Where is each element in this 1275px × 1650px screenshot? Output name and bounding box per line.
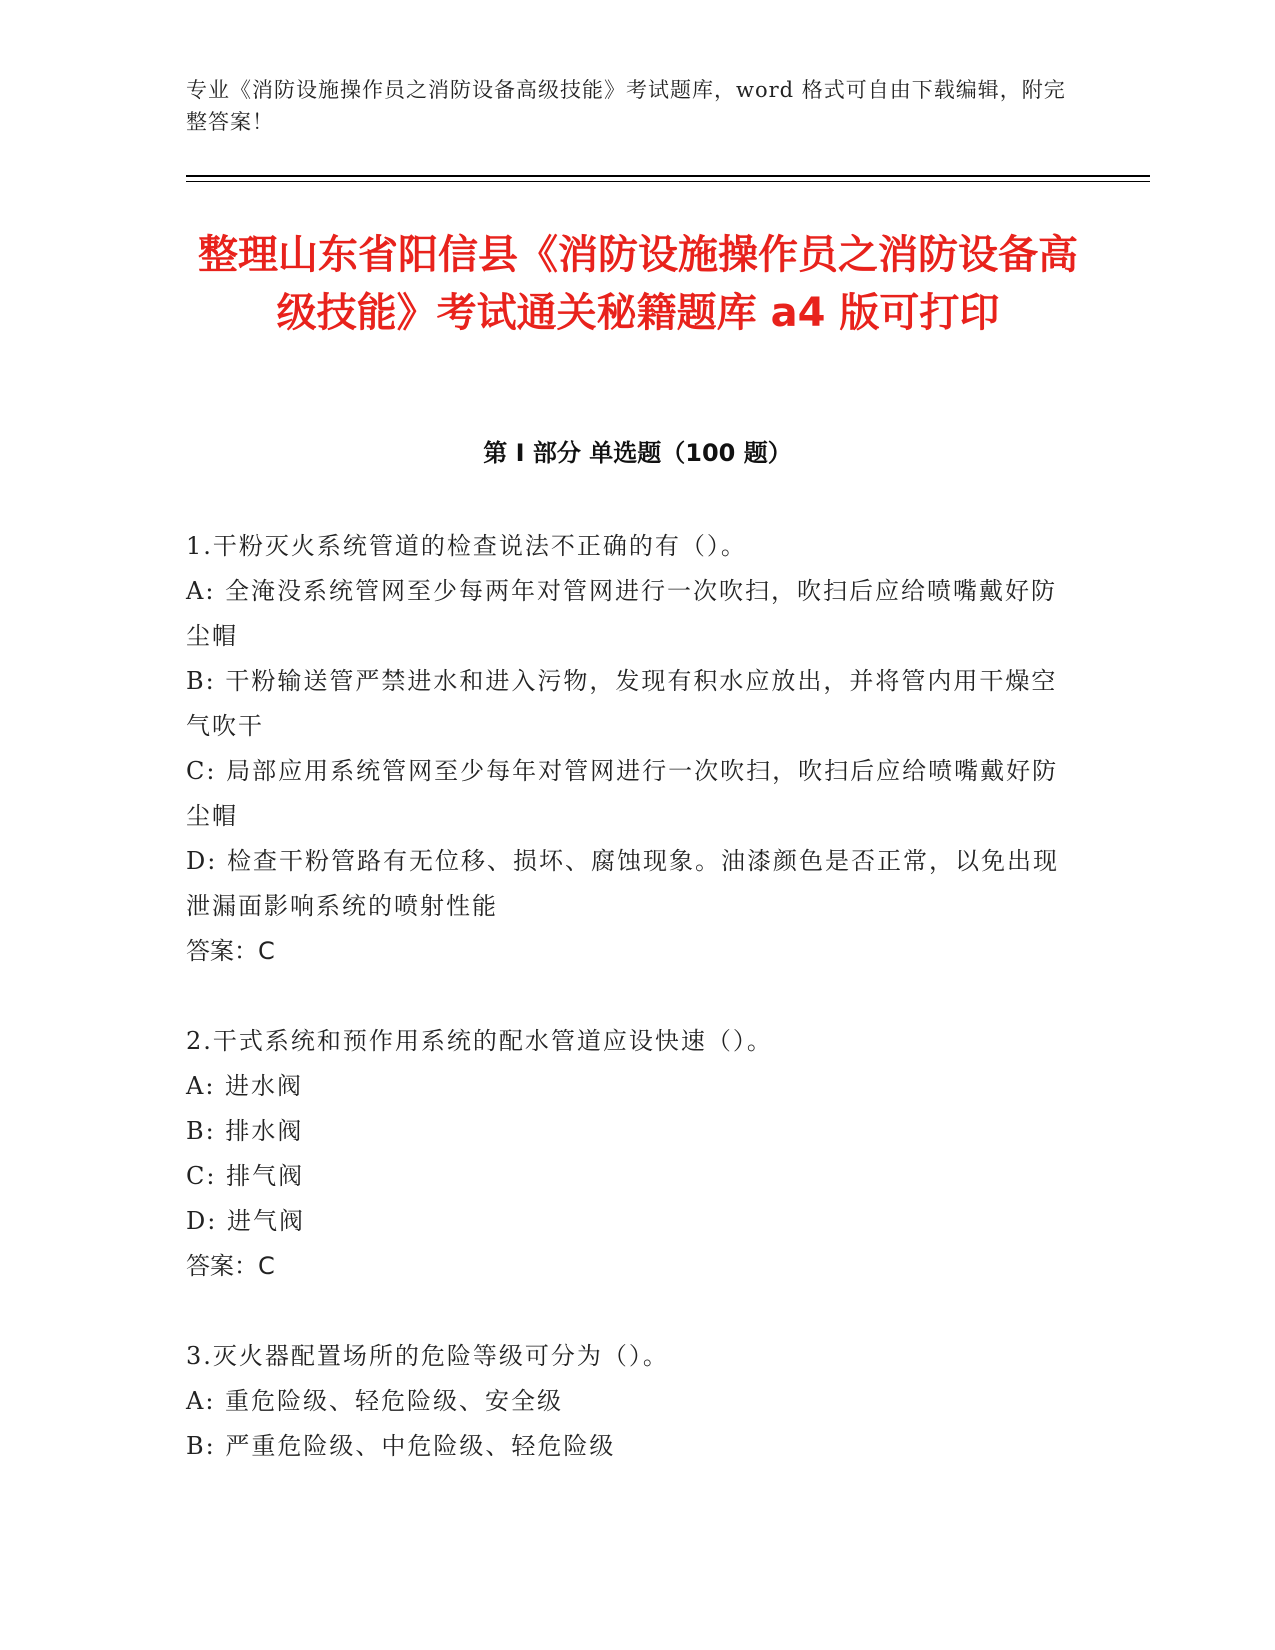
option-c: C: 排气阀 [186, 1162, 305, 1190]
header-note: 专业《消防设施操作员之消防设备高级技能》考试题库，word 格式可自由下载编辑，附完整答案！ [186, 78, 1066, 134]
question-stem: 2.干式系统和预作用系统的配水管道应设快速（）。 [186, 1027, 773, 1055]
question-stem: 1.干粉灭火系统管道的检查说法不正确的有（）。 [186, 532, 747, 560]
header-divider-thick [186, 175, 1150, 177]
option-c: C: 局部应用系统管网至少每年对管网进行一次吹扫，吹扫后应给喷嘴戴好防尘帽 [186, 757, 1059, 830]
option-b: B: 严重危险级、中危险级、轻危险级 [186, 1432, 616, 1460]
header-divider-thin [186, 181, 1150, 182]
answer: 答案：C [186, 1252, 275, 1280]
option-d: D: 检查干粉管路有无位移、损坏、腐蚀现象。油漆颜色是否正常，以免出现泄漏面影响系统的喷射性能 [186, 847, 1059, 920]
option-d: D: 进气阀 [186, 1207, 305, 1235]
option-a: A: 进水阀 [186, 1072, 304, 1100]
answer: 答案：C [186, 937, 275, 965]
question-2 [186, 1019, 1076, 1289]
section-heading: 第 I 部分 单选题（100 题） [483, 439, 792, 467]
question-list [186, 524, 1076, 1514]
option-a: A: 重危险级、轻危险级、安全级 [186, 1387, 564, 1415]
option-a: A: 全淹没系统管网至少每两年对管网进行一次吹扫，吹扫后应给喷嘴戴好防尘帽 [186, 577, 1058, 650]
document-title: 整理山东省阳信县《消防设施操作员之消防设备高级技能》考试通关秘籍题库 a4 版可打印 [198, 232, 1078, 336]
option-b: B: 干粉输送管严禁进水和进入污物，发现有积水应放出，并将管内用干燥空气吹干 [186, 667, 1058, 740]
option-b: B: 排水阀 [186, 1117, 304, 1145]
question-1 [186, 524, 1076, 974]
question-stem: 3.灭火器配置场所的危险等级可分为（）。 [186, 1342, 669, 1370]
question-3 [186, 1334, 1076, 1469]
